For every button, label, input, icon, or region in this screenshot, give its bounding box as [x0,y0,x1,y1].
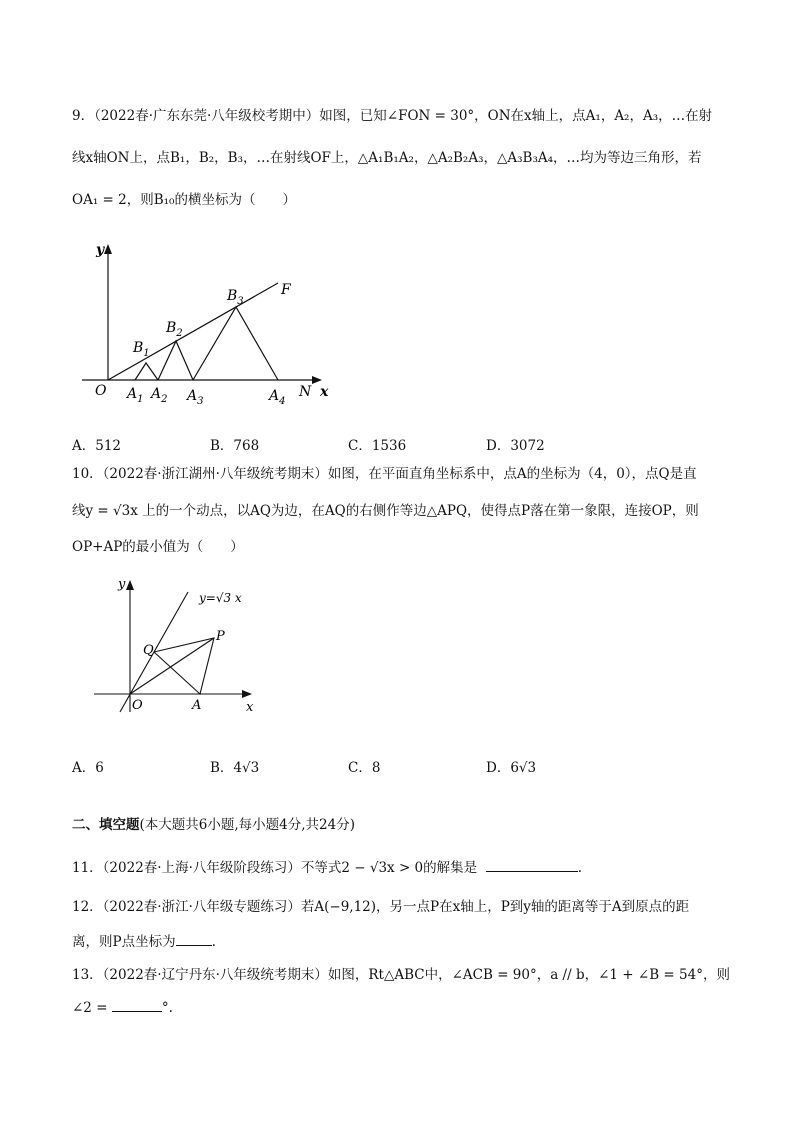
q10-option-b: B．4√3 [210,760,260,776]
q9-y-arrow [104,244,112,254]
q9-label-x: x [320,384,329,400]
q9-triangle-2 [158,341,193,380]
q10-label-a: A [192,698,202,713]
q9-triangle-1 [135,363,158,380]
q9-label-n: N [299,384,312,400]
q12-text: 离，则P点坐标为 [72,934,176,950]
q9-label-a4: $A_4$ [269,388,286,407]
q9-option-d: D．3072 [486,438,545,454]
q10-label-q: Q [143,643,154,658]
q10-line-2: 线y = √3x 上的一个动点，以AQ为边，在AQ的右侧作等边△APQ，使得点P落在第一象限，连接OP，则 [72,503,699,519]
q10-option-d: D．6√3 [486,760,537,776]
q11-line [72,857,722,878]
q9-option-a: A．512 [72,438,122,454]
q13-end: °. [161,1000,173,1016]
q12-line-1: 12．（2022春·浙江·八年级专题练习）若A(−9,12)，另一点P在x轴上，P到y轴的距离等于A到原点的距 [72,899,690,915]
q13-line-1: 13．（2022春·辽宁丹东·八年级统考期末）如图，Rt△ABC中，∠ACB = 90°，a // b，∠1 + ∠B = 54°，则 [72,967,730,983]
q9-options [72,434,722,454]
q9-label-b2: $B_2$ [166,320,183,339]
q9-line-3: OA₁ = 2，则B₁₀的横坐标为（ ） [72,192,296,208]
q11-text: 11．（2022春·上海·八年级阶段练习）不等式2 − √3x > 0的解集是 [72,860,478,876]
q9-line-1: 9．（2022春·广东东莞·八年级校考期中）如图，已知∠FON = 30°，ON在x轴上，点A₁，A₂，A₃，…在射 [72,108,713,124]
section-title: 二、填空题 [72,817,140,833]
q9-label-y: y [96,242,105,258]
q10-label-o: O [132,698,143,713]
q9-label-a2: $A_2$ [151,386,168,405]
q9-figure [78,238,348,408]
q13-text: ∠2 = [72,1000,108,1016]
q10-line-1: 10．（2022春·浙江湖州·八年级统考期末）如图，在平面直角坐标系中，点A的坐标为（4，0），点Q是直 [72,466,697,482]
q11-end: . [577,860,583,876]
q9-ray-of [108,283,278,380]
q12-answer-blank[interactable] [176,931,212,946]
q10-figure [88,572,268,722]
q10-line-3: OP+AP的最小值为（ ） [72,539,244,555]
q10-option-c: C．8 [348,760,381,776]
q9-label-b3: $B_3$ [227,288,244,307]
q9-label-a3: $A_3$ [187,388,204,407]
q10-label-p: P [216,629,225,644]
section-fill-in-heading [72,815,722,835]
q13-line-2 [72,997,722,1018]
q11-answer-blank[interactable] [486,857,578,872]
section-note: (本大题共6小题,每小题4分,共24分) [139,817,355,833]
q10-x-arrow [242,690,252,698]
q9-triangle-3 [193,307,278,380]
q10-option-a: A．6 [72,760,104,776]
q10-y-arrow [126,580,134,590]
q10-label-line: y=√3 x [199,591,242,605]
q12-line-2 [72,931,722,952]
q13-answer-blank[interactable] [112,997,162,1012]
q9-option-c: C．1536 [348,438,407,454]
q9-option-b: B．768 [210,438,260,454]
q10-label-x: x [246,700,254,715]
q9-label-f: F [281,282,291,298]
q9-line-2: 线x轴ON上，点B₁，B₂，B₃，…在射线OF上，△A₁B₁A₂，△A₂B₂A₃，△A₃B₃A₄，…均为等边三角形，若 [72,150,702,166]
q10-triangle-apq [154,638,214,694]
q9-label-a1: $A_1$ [127,386,144,405]
q10-label-y: y [118,577,126,592]
q10-options [72,756,722,776]
q12-end: . [211,934,216,950]
q9-label-o: O [95,383,107,399]
q9-x-arrow [312,376,322,384]
q9-label-b1: $B_1$ [133,340,150,359]
